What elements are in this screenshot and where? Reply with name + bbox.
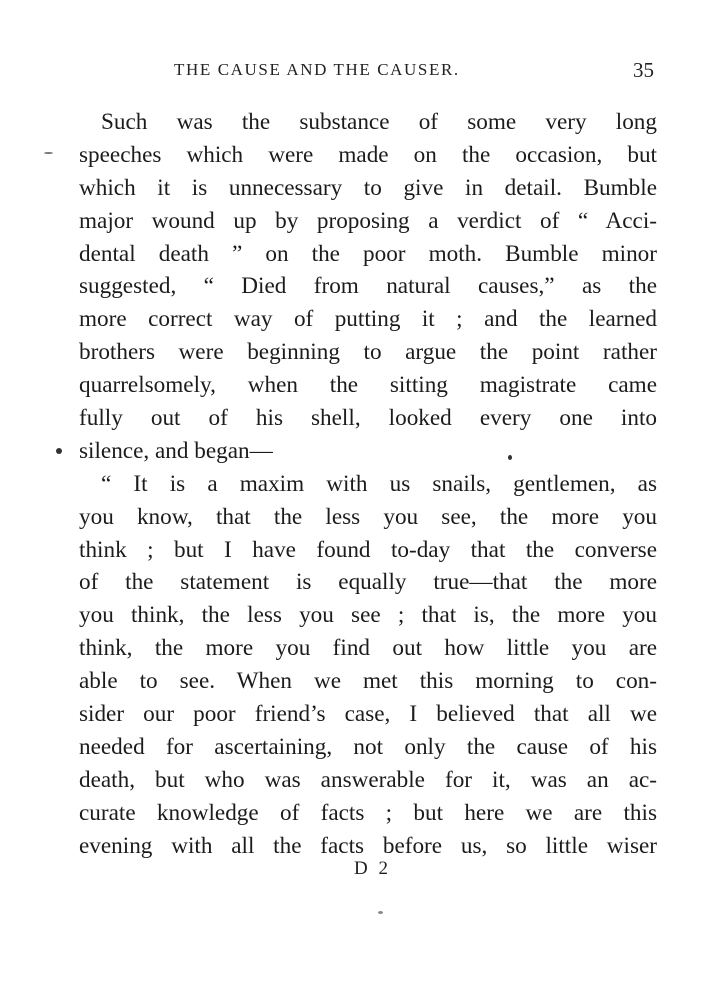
text-line: sider our poor friend’s case, I believed that all we bbox=[79, 701, 657, 728]
text-line: “ It is a maxim with us snails, gentlemen, as bbox=[101, 470, 657, 497]
text-line: quarrelsomely, when the sitting magistrate came bbox=[79, 372, 657, 399]
text-line: brothers were beginning to argue the point rather bbox=[79, 339, 657, 366]
text-line: evening with all the facts before us, so little wiser bbox=[79, 832, 657, 859]
text-line: major wound up by proposing a verdict of “ Acci- bbox=[79, 207, 657, 234]
text-line: dental death ” on the poor moth. Bumble minor bbox=[79, 240, 657, 267]
text-line: death, but who was answerable for it, was an ac- bbox=[79, 766, 657, 793]
text-line: of the statement is equally true—that the more bbox=[79, 569, 657, 596]
ink-speck bbox=[508, 455, 512, 460]
text-line: speeches which were made on the occasion, but bbox=[79, 141, 657, 168]
ink-speck bbox=[44, 152, 53, 154]
text-line: fully out of his shell, looked every one into bbox=[79, 405, 657, 432]
text-line: suggested, “ Died from natural causes,” as the bbox=[79, 273, 657, 300]
body-text bbox=[79, 106, 657, 862]
text-line: Such was the substance of some very long bbox=[101, 109, 657, 135]
running-head bbox=[78, 58, 654, 88]
text-line: needed for ascertaining, not only the cause of his bbox=[79, 733, 657, 760]
text-line: silence, and began— bbox=[79, 437, 273, 464]
text-line: you think, the less you see ; that is, the more you bbox=[79, 602, 657, 629]
signature-mark: D 2 bbox=[354, 858, 391, 879]
ink-speck bbox=[378, 911, 383, 914]
page-number: 35 bbox=[633, 58, 654, 82]
running-title: THE CAUSE AND THE CAUSER. bbox=[174, 60, 460, 79]
ink-speck bbox=[56, 448, 62, 454]
text-line: able to see. When we met this morning to con- bbox=[79, 668, 657, 695]
text-line: which it is unnecessary to give in detail. Bumble bbox=[79, 174, 657, 201]
text-line: more correct way of putting it ; and the learned bbox=[79, 306, 657, 333]
text-line: you know, that the less you see, the more you bbox=[79, 503, 657, 530]
text-line: think, the more you find out how little you are bbox=[79, 635, 657, 662]
text-line: curate knowledge of facts ; but here we are this bbox=[79, 799, 657, 826]
text-line: think ; but I have found to-day that the converse bbox=[79, 536, 657, 563]
